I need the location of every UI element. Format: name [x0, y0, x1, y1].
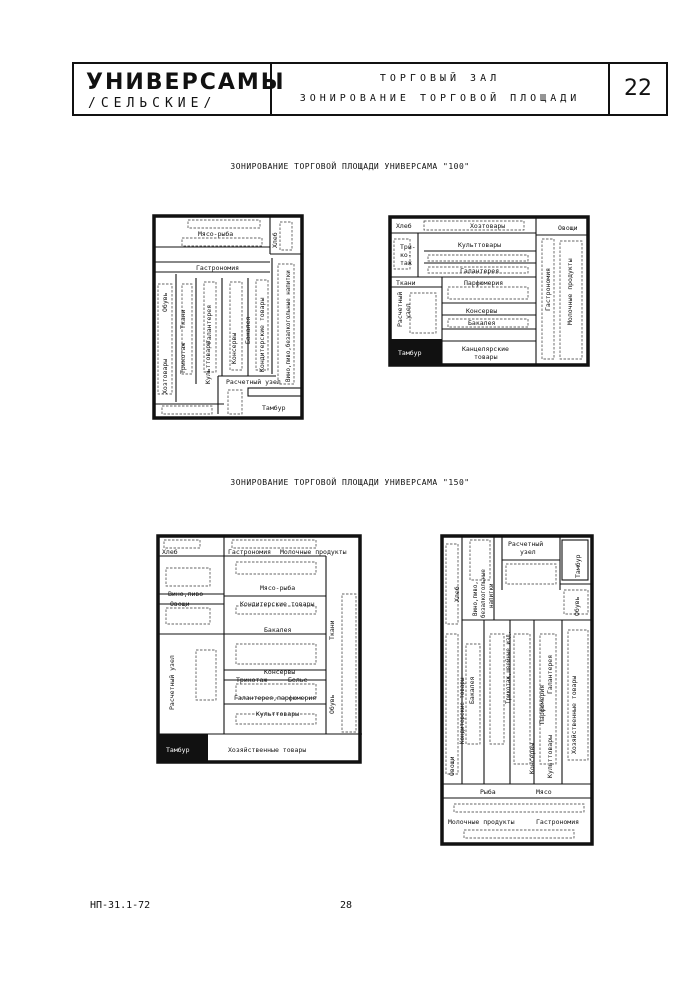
zone-label-confectionery: Кондитерские товары [258, 297, 266, 372]
caption-universam-150: ЗОНИРОВАНИЕ ТОРГОВОЙ ПЛОЩАДИ УНИВЕРСАМА "150" [230, 478, 470, 487]
section-title: ТОРГОВЫЙ ЗАЛ [379, 73, 501, 84]
plan-150-variant-a [156, 534, 362, 764]
zone-label-knitwear-2: ко- [400, 251, 412, 259]
zone-label-vestibule: Тамбур [574, 554, 582, 578]
sheet-number: 22 [624, 76, 652, 101]
zone-label-checkout-2: узел [520, 548, 536, 556]
zone-label-household: Хозяйственные товары [570, 675, 578, 754]
zone-label-vegetables: Овощи [448, 756, 456, 776]
zone-label-shoes: Обувь [328, 694, 336, 714]
zone-label-canned: Консервы [230, 332, 238, 364]
zone-label-vestibule: Тамбур [398, 349, 422, 357]
topic-cell [272, 64, 610, 114]
zone-label-cultural-goods: Культтовары [458, 241, 502, 249]
zone-label-vestibule: Тамбур [262, 404, 286, 412]
topic-title: ЗОНИРОВАНИЕ ТОРГОВОЙ ПЛОЩАДИ [299, 93, 581, 104]
title-block [72, 62, 668, 116]
zone-label-confectionery: Кондитерские товары [240, 600, 315, 608]
zone-label-checkout-1: Расчетный [396, 291, 404, 327]
zone-label-meat: Мясо [536, 788, 552, 796]
zone-label-haberdashery: Галантерея [460, 267, 500, 275]
zone-label-vegetables: Овощи [170, 600, 190, 608]
zone-label-knitwear: Трикотаж [179, 342, 187, 374]
zone-label-bread: Хлеб [162, 548, 178, 556]
zone-label-knitwear-3: таж [400, 259, 412, 267]
zone-label-fabrics: Ткани [179, 309, 187, 329]
zone-label-grocery: Бакалея [468, 676, 476, 704]
zone-label-grocery: Бакалея [264, 626, 292, 634]
zone-label-haberdashery: Галантерея [205, 304, 213, 344]
zone-label-knitwear: Трикотаж [236, 676, 268, 684]
zone-label-gastronomy: Гастрономия [536, 818, 580, 826]
zone-label-household: Хозтовары [161, 358, 169, 394]
zone-label-gastronomy: Гастрономия [544, 267, 552, 311]
zone-label-cultural-goods: Культтовары [204, 340, 212, 384]
zone-label-knitwear-1: Три- [400, 243, 416, 251]
zone-label-bread: Хлеб [396, 222, 412, 230]
zone-label-bread: Хлеб [271, 232, 279, 248]
page-number: 28 [340, 900, 353, 911]
zone-label-canned: Консервы [528, 742, 536, 774]
caption-universam-100: ЗОНИРОВАНИЕ ТОРГОВОЙ ПЛОЩАДИ УНИВЕРСАМА "100" [230, 162, 470, 171]
zone-label-meat-fish: Мясо-рыба [198, 230, 234, 238]
zone-label-perfumery: Парфюмерия [464, 279, 504, 287]
plan-100-variant-a [152, 214, 304, 420]
plan-outline [158, 536, 360, 762]
zone-label-dairy: Молочные продукты [448, 818, 515, 826]
zone-label-drinks-1: Вино,пиво, [473, 581, 479, 616]
zone-label-checkout: Расчетный узел [168, 655, 176, 710]
zone-label-shoes: Обувь [573, 596, 581, 616]
zone-label-stationery-2: товары [474, 353, 498, 361]
zone-label-drinks-3: напитки [489, 583, 495, 608]
zone-label-grocery: Бакалея [468, 319, 496, 327]
zone-label-dairy: Молочные продукты [280, 548, 347, 556]
zone-label-knitwear-garments: Трикотаж,швейные изд. [506, 630, 512, 704]
zone-label-checkout-2: узел [404, 303, 412, 319]
plan-150-variant-b [440, 534, 594, 846]
zone-label-perfumery: Парфюмерия [538, 684, 546, 724]
series-title: УНИВЕРСАМЫ [86, 70, 286, 95]
zone-label-drinks: Вино,пиво,безалкогольные напитки [286, 270, 292, 382]
zone-label-bread: Хлеб [453, 586, 461, 602]
zone-label-drinks-2: безалкогольные [481, 569, 487, 618]
zone-label-checkout-1: Расчетный [508, 540, 544, 548]
plan-100-variant-b [388, 215, 590, 367]
zone-label-household: Хозтовары [470, 222, 506, 230]
zone-label-canned: Консервы [264, 668, 296, 676]
zone-label-gastronomy: Гастрономия [196, 264, 240, 272]
document-code: НП-31.1-72 [90, 900, 151, 911]
zone-label-dairy: Молочные продукты [566, 258, 574, 325]
zone-label-shoes: Обувь [161, 292, 169, 312]
zone-label-fish: Рыба [480, 788, 496, 796]
zone-label-canned: Консервы [466, 307, 498, 315]
zone-label-cultural-goods: Культтовары [256, 710, 300, 718]
zone-label-gastronomy: Гастрономия [228, 548, 272, 556]
zone-label-checkout: Расчетный узел [226, 378, 281, 386]
zone-label-household: Хозяйственные товары [228, 746, 307, 754]
zone-label-haberdashery: Галантерея [546, 654, 554, 694]
zone-label-meat-fish: Мясо-рыба [260, 584, 296, 592]
title-cell [74, 64, 286, 114]
zone-label-linen: Белье [288, 676, 308, 684]
zone-label-fabrics: Ткани [328, 620, 336, 640]
zone-label-confectionery: Кондитерские товары [460, 677, 466, 744]
zone-label-wine-beer: Вино,пиво [168, 590, 204, 598]
zone-label-grocery: Бакалея [244, 316, 252, 344]
zone-label-vegetables: Овощи [558, 224, 578, 232]
zone-label-cultural-goods: Культтовары [546, 734, 554, 778]
zone-label-haberdashery-perfumery: Галантерея,парфюмерия [234, 694, 317, 702]
zone-label-fabrics: Ткани [396, 279, 416, 287]
series-subtitle: /СЕЛЬСКИЕ/ [88, 96, 217, 111]
zone-label-vestibule: Тамбур [166, 746, 190, 754]
zone-label-stationery-1: Канцелярские [462, 345, 509, 353]
